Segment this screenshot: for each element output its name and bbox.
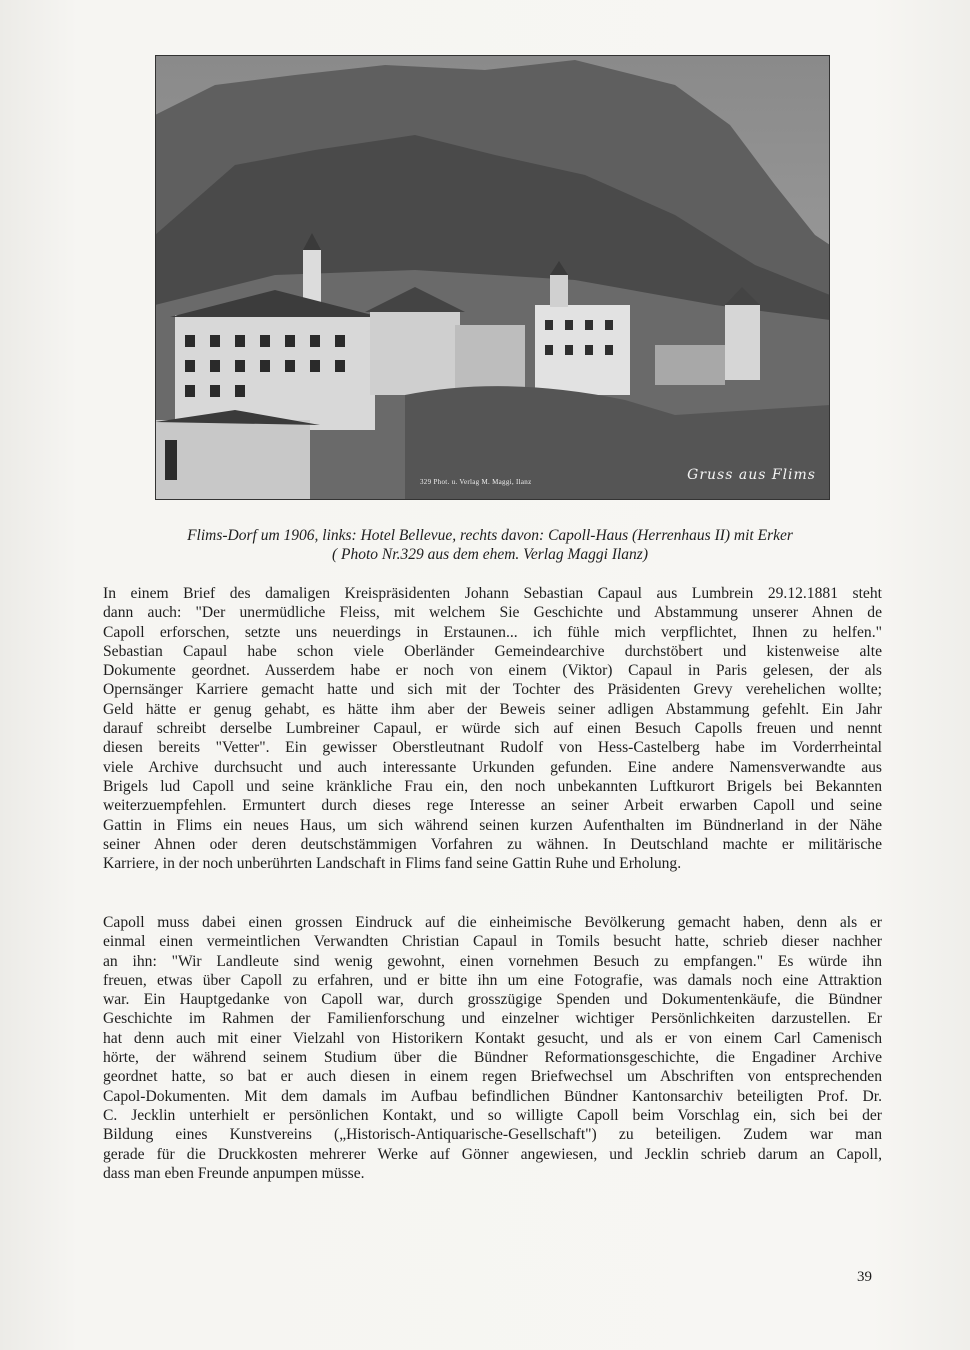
text-line: Brigels lud Capoll und seine kränkliche Frau ein, den noch unbekannten Luftkurort Brigels bei Bekannten: [103, 777, 882, 795]
photo-caption: [150, 526, 830, 564]
text-line: hat denn auch mit einer Vielzahl von Historikern Kontakt gesucht, und als er von einem Carl Camenisch: [103, 1029, 882, 1047]
text-line: In einem Brief des damaligen Kreispräsidenten Johann Sebastian Capaul aus Lumbrein 29.12.1881 steht: [103, 585, 882, 602]
text-line: gerade für die Druckkosten mehrerer Werke auf Gönner angewiesen, und Jecklin schrieb darum an Capoll,: [103, 1145, 882, 1163]
text-line: Opernsänger Karriere gemacht hatte und sich mit der Tochter des Präsidenten Grevy verehelichen wollte;: [103, 681, 882, 699]
text-line: geordnet hatte, so bat er auch diesen in einem regen Briefwechsel um Abschriften von entsprechenden: [103, 1068, 882, 1086]
text-line: Gattin in Flims ein neues Haus, um sich während seinen kurzen Aufenthalten im Bündnerland in der Nähe: [103, 816, 882, 834]
text-line: viele Archive durchsucht und auch interessante Urkunden gefunden. Eine andere Namensverwandte aus: [103, 758, 882, 776]
page-number: 39: [857, 1269, 872, 1285]
text-line: hörte, der während seinem Studium über die Bündner Reformationsgeschichte, die Engadiner Archive: [103, 1049, 882, 1067]
photo-greeting-text: Gruss aus Flims: [687, 467, 816, 483]
text-line: dass man eben Freunde anpumpen müsse.: [103, 1164, 365, 1182]
text-line: Capol-Dokumenten. Mit dem damals im Aufbau befindlichen Bündner Kantonsarchiv beteiligten Prof. Dr.: [103, 1087, 882, 1105]
text-line: an ihn: "Wir Landleute sind wenig gewohnt, einen vornehmen Besuch zu empfangen." Es würde ihn: [103, 952, 882, 970]
text-line: C. Jecklin unterhielt er persönlichen Kontakt, und so willigte Capoll beim Vorschlag ein, sich bei der: [103, 1106, 882, 1124]
text-line: Karriere, in der noch unberührten Landschaft in Flims fand seine Gattin Ruhe und Erholung.: [103, 855, 682, 873]
text-line: weiterzuempfehlen. Ermuntert durch dieses rege Interesse an seiner Arbeit erwarben Capoll und seine: [103, 797, 882, 815]
text-line: war. Ein Hauptgedanke von Capoll war, durch grosszügige Spenden und Dokumentenkäufe, die Bündner: [103, 991, 882, 1009]
text-line: darauf schreibt derselbe Lumbreiner Capaul, er würde sich auf einen Besuch Capolls freuen und nennt: [103, 720, 882, 738]
body-paragraph-2: [103, 913, 882, 1183]
text-line: einmal einen vermeintlichen Verwandten Christian Capaul in Tomils besucht hatte, schrieb dieser nachher: [103, 933, 882, 951]
text-line: Capoll erforschen, setzte uns neuerdings in Erstaunen... ich fühle mich verpflichtet, Ihnen zu helfen.": [103, 623, 882, 641]
text-line: Bildung eines Kunstvereins („Historisch-Antiquarische-Gesellschaft") zu beteiligen. Zudem war man: [103, 1126, 882, 1144]
text-line: Dokumente geordnet. Ausserdem habe er noch von einem (Viktor) Capaul in Paris gelesen, der als: [103, 662, 882, 680]
text-line: freuen, etwas über Capoll zu erfahren, und er bitte ihn um eine Fotografie, was damals noch eine Attraktion: [103, 971, 882, 989]
text-line: Sebastian Capaul habe schon viele Oberländer Gemeindearchive durchstöbert und kistenweise alte: [103, 642, 882, 660]
text-line: seiner Ahnen oder deren deutschstämmigen Vorfahren zu wähnen. In Deutschland machte er militärische: [103, 835, 882, 853]
caption-line-1: Flims-Dorf um 1906, links: Hotel Bellevue, rechts davon: Capoll-Haus (Herrenhaus II) mit Erker: [187, 527, 793, 544]
text-line: Capoll muss dabei einen grossen Eindruck auf die einheimische Bevölkerung gemacht haben, denn als er: [103, 914, 882, 931]
caption-line-2: ( Photo Nr.329 aus dem ehem. Verlag Maggi Ilanz): [332, 546, 648, 563]
text-line: Geschichte im Rahmen der Familienforschung und einzelner wichtiger Persönlichkeiten darzustellen. Er: [103, 1010, 882, 1028]
historic-photo-flims: [155, 55, 830, 500]
photo-publisher-mark: 329 Phot. u. Verlag M. Maggi, Ilanz: [420, 478, 532, 486]
text-line: Geld hätte er genug gehabt, es hätte ihm aber der Beweis seiner adligen Abstammung gefehlt. Ein Jahr: [103, 700, 882, 718]
body-paragraph-1: [103, 584, 882, 873]
text-line: diesen bereits "Vetter". Ein gewisser Oberstleutnant Rudolf von Hess-Castelberg habe im Vorderrheintal: [103, 739, 882, 757]
text-line: dann auch: "Der unermüdliche Fleiss, mit welchem Sie Geschichte und Abstammung unserer Ahnen de: [103, 604, 882, 622]
